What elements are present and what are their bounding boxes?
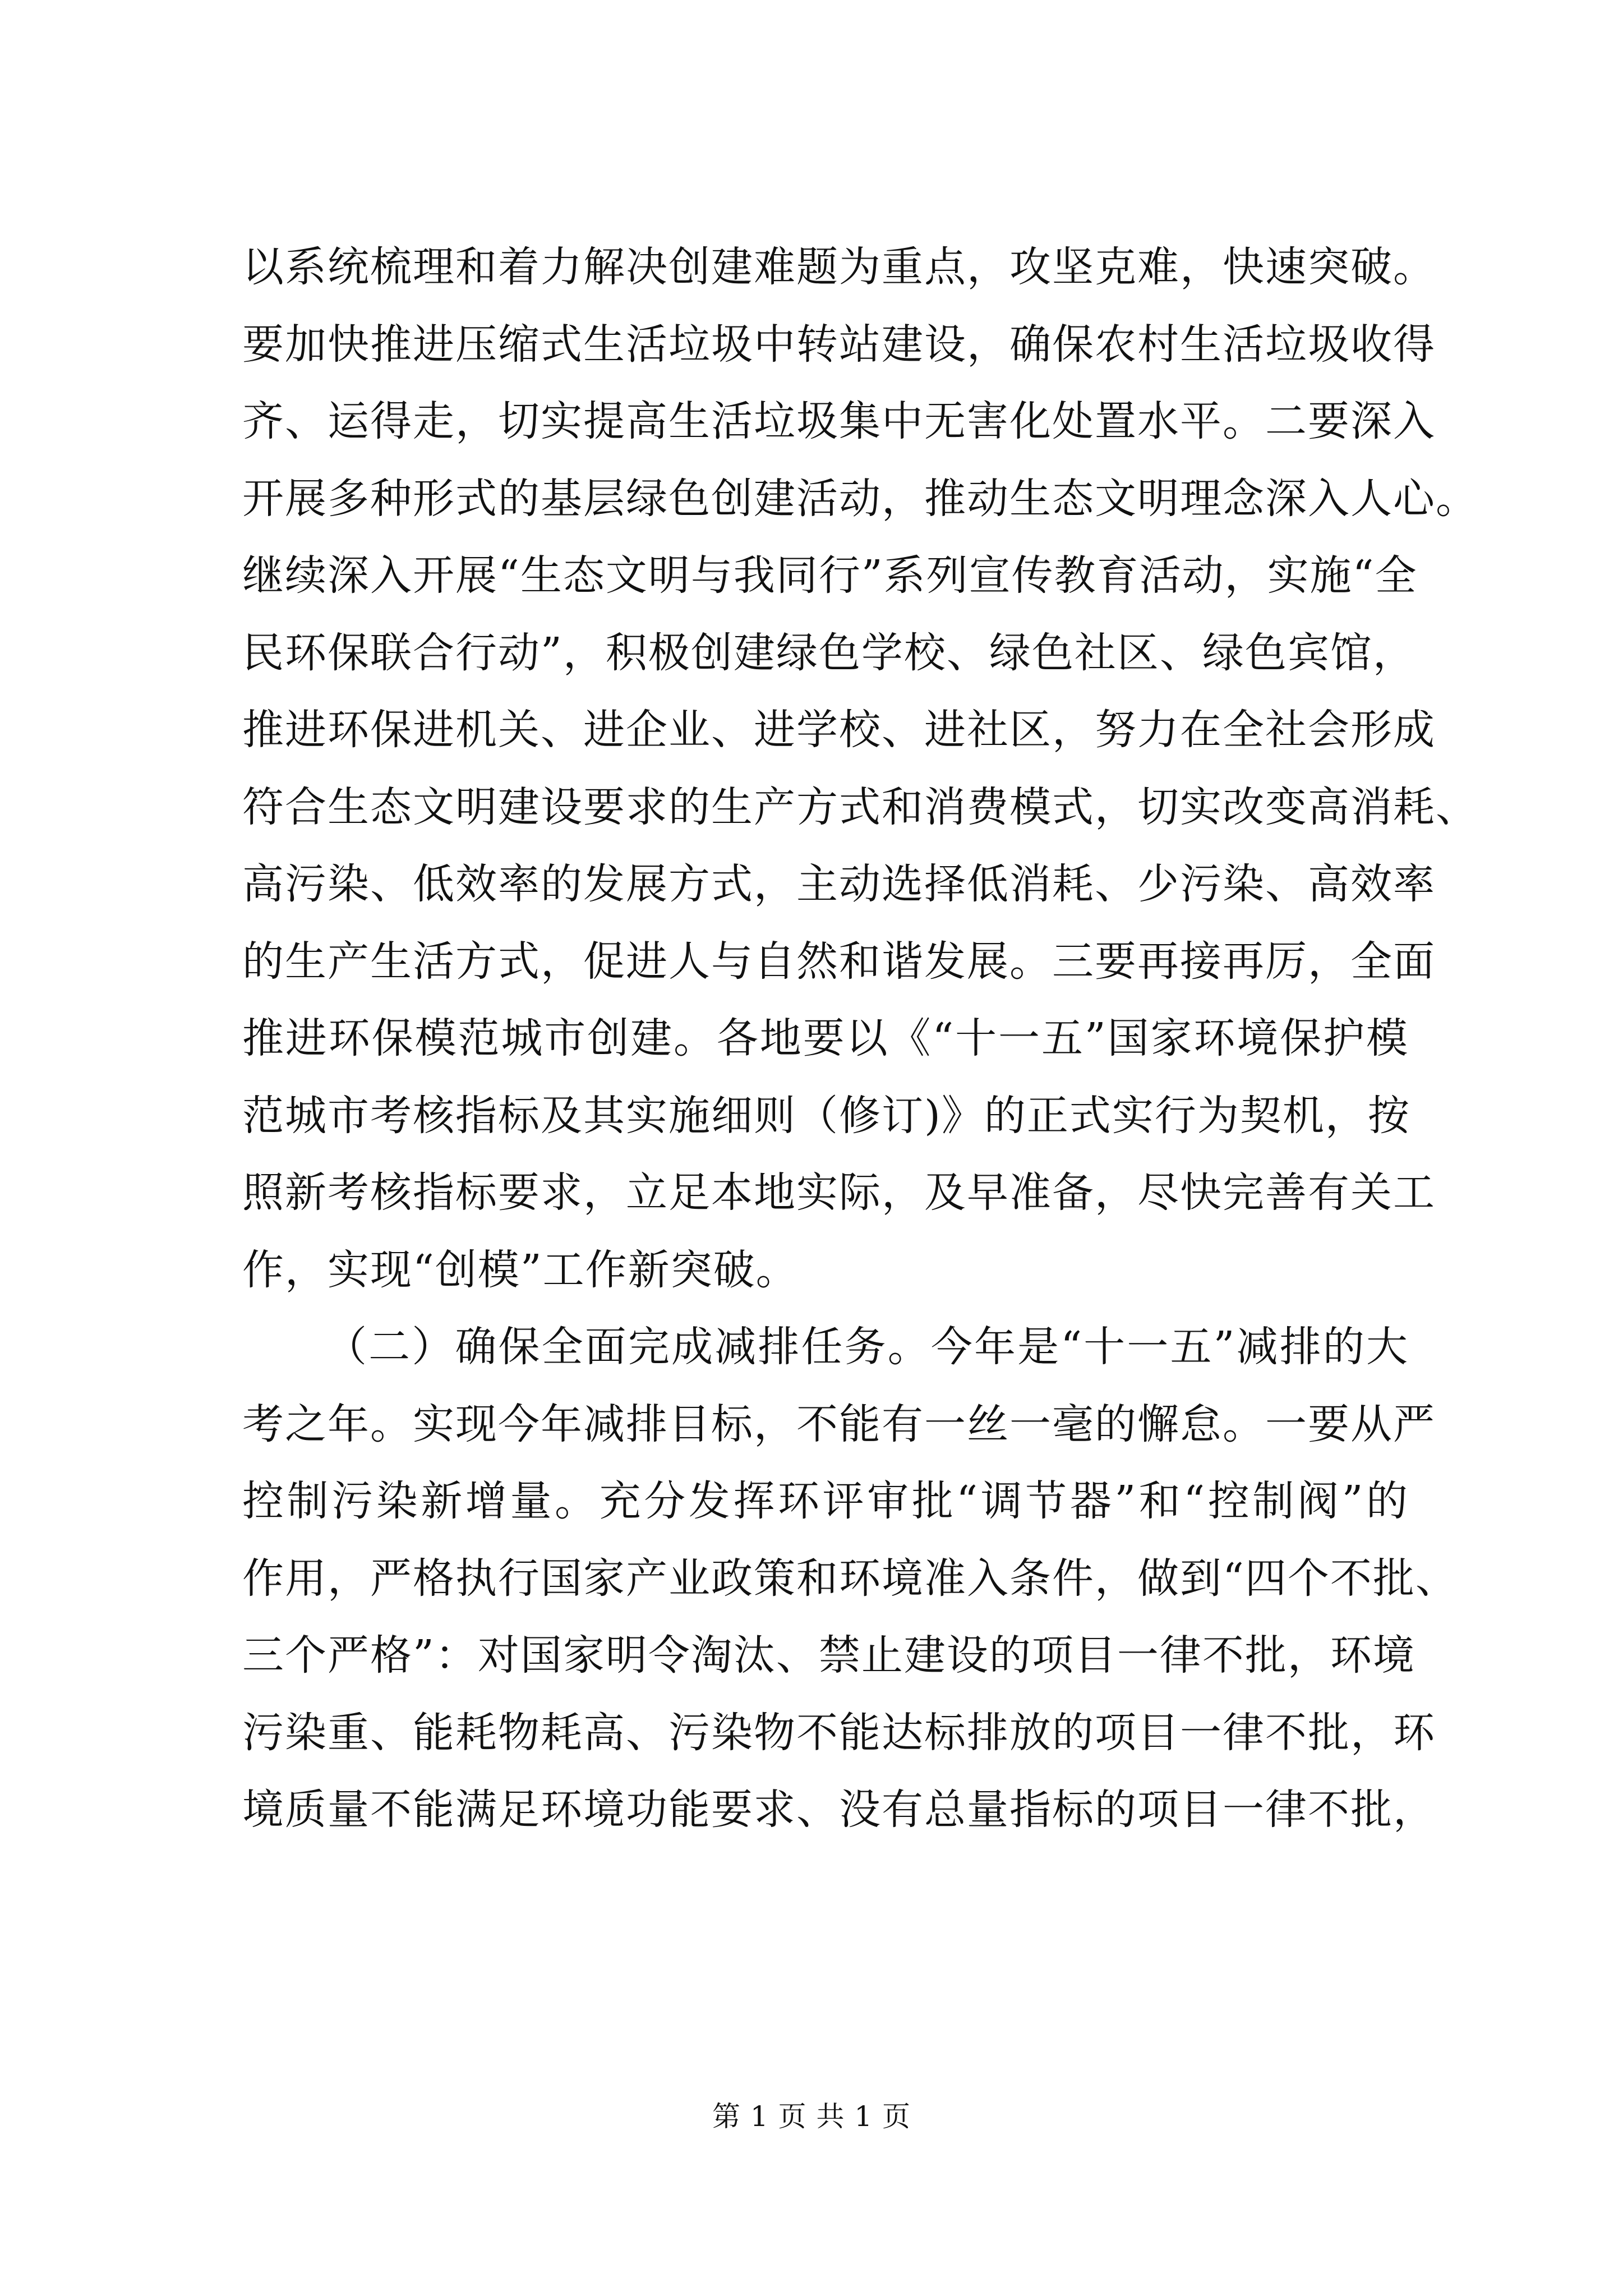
document-body (242, 229, 1478, 1849)
text-line: 推进环保模范城市创建。各地要以《“十一五”国家环境保护模 (242, 1014, 1409, 1062)
text-line: 符合生态文明建设要求的生产方式和消费模式，切实改变高消耗、 (242, 783, 1478, 831)
text-line: 开展多种形式的基层绿色创建活动，推动生态文明理念深入人心。 (242, 474, 1478, 523)
text-line: 继续深入开展“生态文明与我同行”系列宣传教育活动，实施“全 (242, 551, 1418, 600)
page-footer: 第 1 页 共 1 页 (712, 2100, 911, 2133)
text-line: 照新考核指标要求，立足本地实际，及早准备，尽快完善有关工 (242, 1168, 1436, 1217)
text-line: 齐、运得走，切实提高生活垃圾集中无害化处置水平。二要深入 (242, 397, 1436, 445)
text-line: 高污染、低效率的发展方式，主动选择低消耗、少污染、高效率 (242, 860, 1436, 908)
text-line: 控制污染新增量。充分发挥环评审批“调节器”和“控制阀”的 (242, 1477, 1409, 1525)
text-line: 境质量不能满足环境功能要求、没有总量指标的项目一律不批， (242, 1786, 1436, 1834)
text-line: 作，实现“创模”工作新突破。 (242, 1245, 799, 1294)
text-line: 作用，严格执行国家产业政策和环境准入条件，做到“四个不批、 (242, 1554, 1458, 1603)
text-line: 考之年。实现今年减排目标，不能有一丝一毫的懈怠。一要从严 (242, 1400, 1436, 1448)
text-line: 的生产生活方式，促进人与自然和谐发展。三要再接再厉，全面 (242, 937, 1436, 986)
text-line: 污染重、能耗物耗高、污染物不能达标排放的项目一律不批，环 (242, 1708, 1436, 1757)
text-line: （二）确保全面完成减排任务。今年是“十一五”减排的大 (325, 1323, 1409, 1371)
text-line: 范城市考核指标及其实施细则（修订)》的正式实行为契机，按 (242, 1091, 1410, 1140)
text-line: 要加快推进压缩式生活垃圾中转站建设，确保农村生活垃圾收得 (242, 320, 1436, 369)
text-line: 推进环保进机关、进企业、进学校、进社区，努力在全社会形成 (242, 706, 1436, 754)
text-line: 以系统梳理和着力解决创建难题为重点，攻坚克难，快速突破。 (242, 243, 1436, 291)
text-line: 三个严格”：对国家明令淘汰、禁止建设的项目一律不批，环境 (242, 1631, 1415, 1680)
text-line: 民环保联合行动”，积极创建绿色学校、绿色社区、绿色宾馆， (242, 628, 1415, 677)
